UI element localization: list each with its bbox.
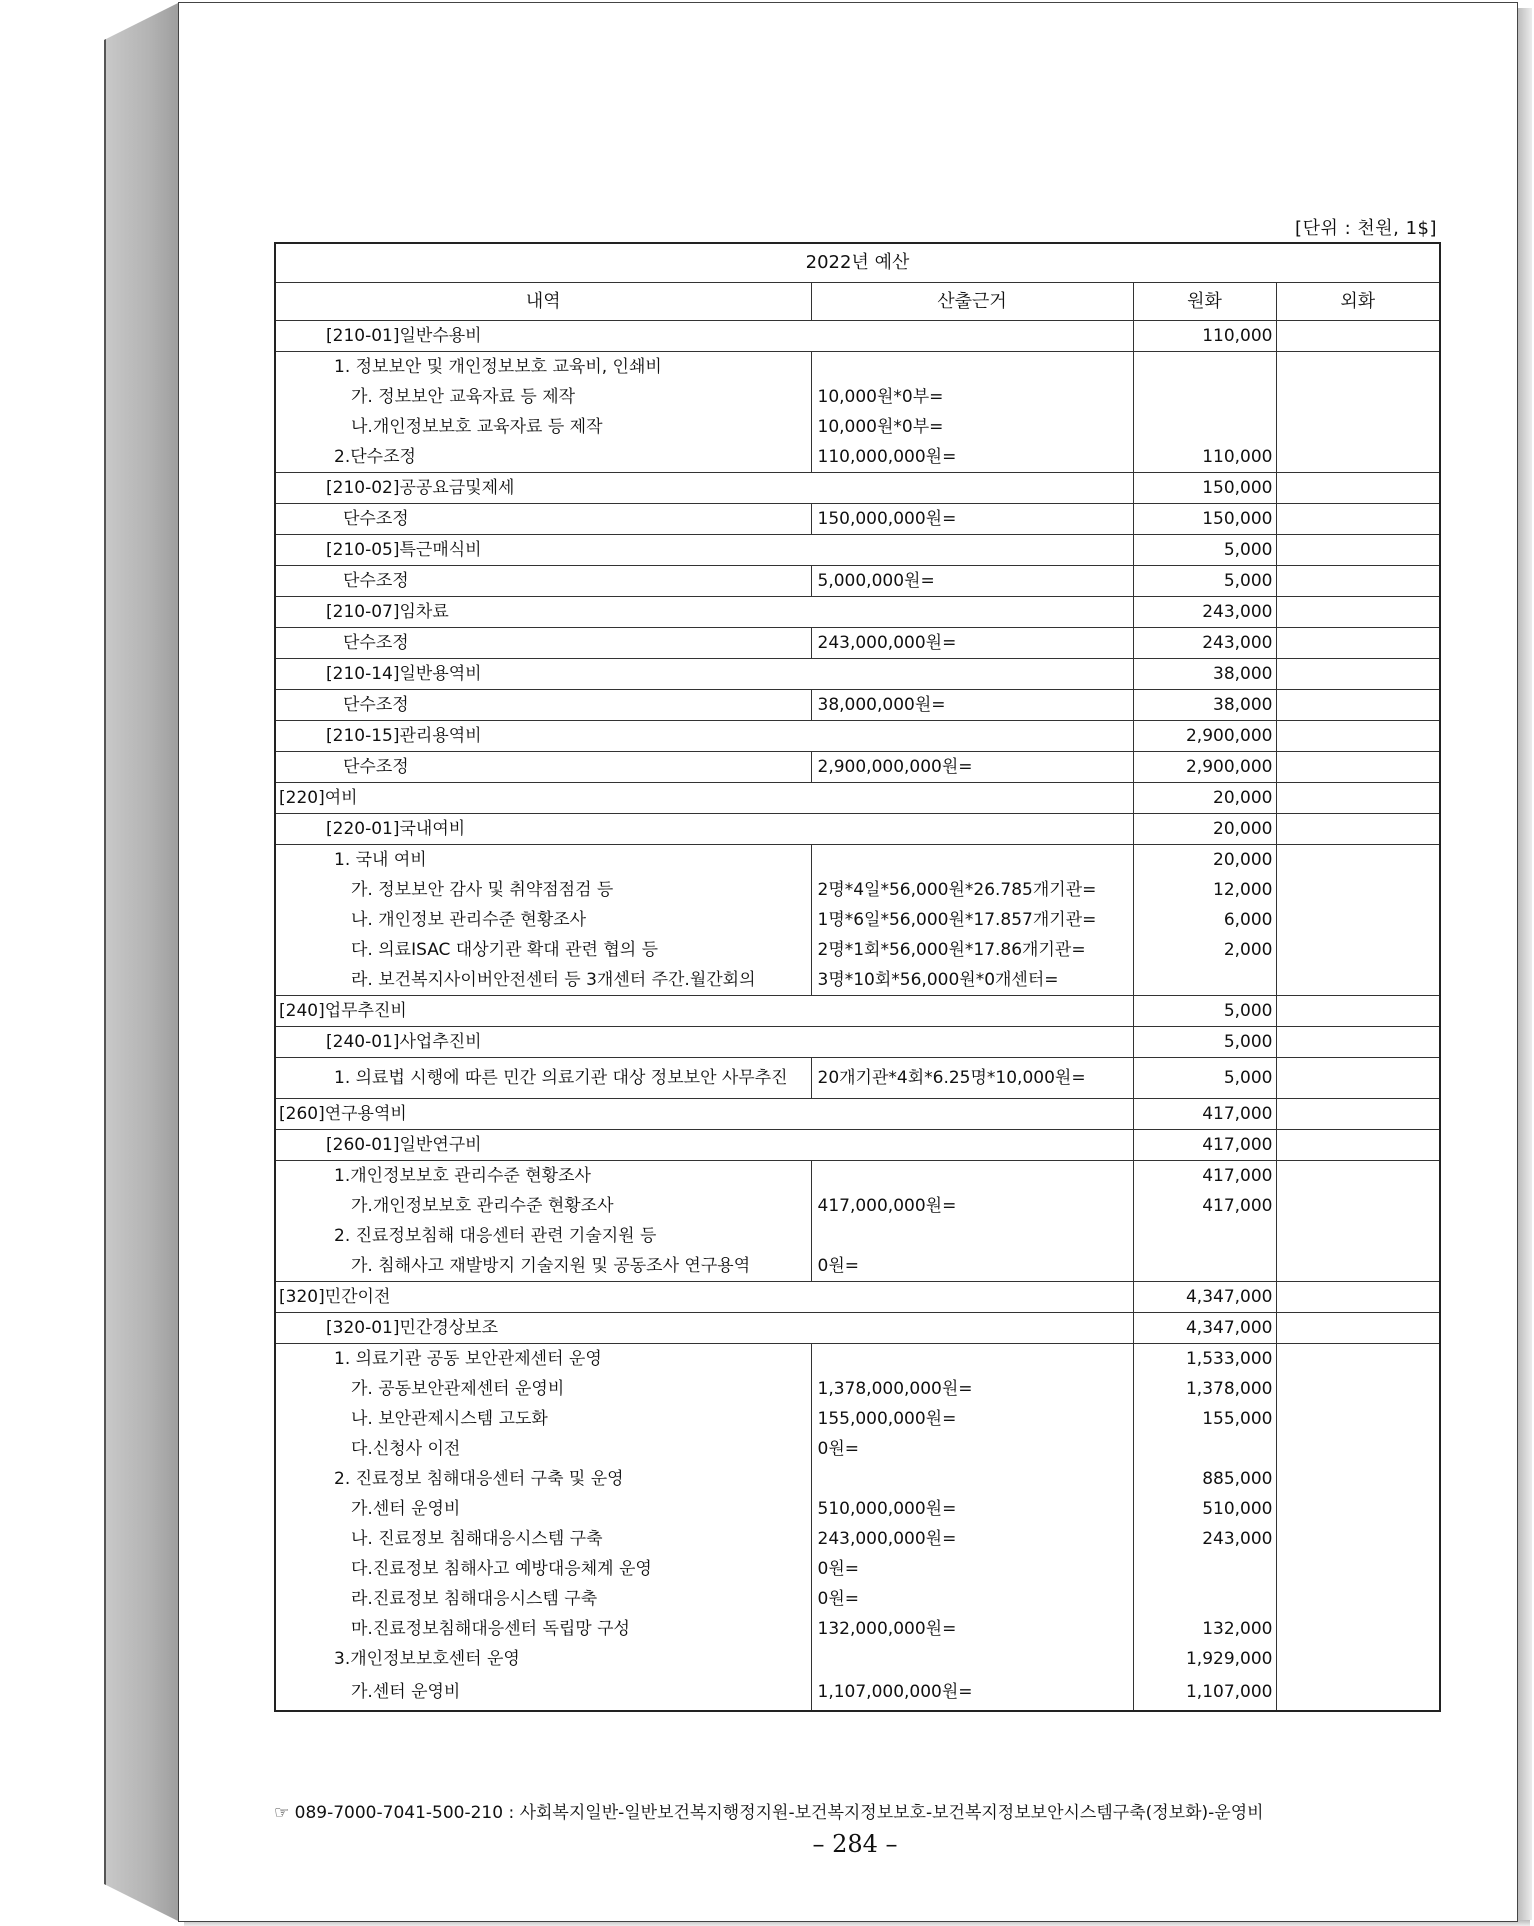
row-krw-amount: 4,347,000 <box>1133 1282 1276 1313</box>
row-krw-amount: 885,000 <box>1133 1464 1276 1494</box>
row-krw-amount: 20,000 <box>1133 783 1276 814</box>
row-item: 1.개인정보보호 관리수준 현황조사 <box>275 1161 811 1192</box>
table-row <box>275 566 1440 597</box>
row-foreign-amount <box>1276 1614 1440 1644</box>
row-basis <box>811 1344 1133 1375</box>
table-row <box>275 628 1440 659</box>
row-foreign-amount <box>1276 442 1440 473</box>
row-foreign-amount <box>1276 321 1440 352</box>
row-foreign-amount <box>1276 659 1440 690</box>
row-item: 2.단수조정 <box>275 442 811 473</box>
row-basis: 1명*6일*56,000원*17.857개기관= <box>811 905 1133 935</box>
row-foreign-amount <box>1276 1434 1440 1464</box>
row-item: 1. 정보보안 및 개인정보보호 교육비, 인쇄비 <box>275 352 811 383</box>
row-krw-amount: 2,900,000 <box>1133 752 1276 783</box>
row-item: 다.신청사 이전 <box>275 1434 811 1464</box>
row-basis <box>811 1221 1133 1251</box>
table-row <box>275 352 1440 383</box>
row-basis: 10,000원*0부= <box>811 382 1133 412</box>
column-header-item: 내역 <box>275 283 811 321</box>
row-krw-amount <box>1133 1251 1276 1282</box>
row-krw-amount: 2,000 <box>1133 935 1276 965</box>
row-krw-amount: 510,000 <box>1133 1494 1276 1524</box>
table-row <box>275 597 1440 628</box>
row-item: [210-14]일반용역비 <box>275 659 1133 690</box>
row-item: 가.센터 운영비 <box>275 1674 811 1711</box>
row-basis: 2명*1회*56,000원*17.86개기관= <box>811 935 1133 965</box>
table-row <box>275 905 1440 935</box>
row-item: 나. 보안관제시스템 고도화 <box>275 1404 811 1434</box>
row-item: 라.진료정보 침해대응시스템 구축 <box>275 1584 811 1614</box>
table-row <box>275 721 1440 752</box>
row-item: [260]연구용역비 <box>275 1099 1133 1130</box>
row-item: [210-01]일반수용비 <box>275 321 1133 352</box>
row-foreign-amount <box>1276 1584 1440 1614</box>
row-krw-amount: 5,000 <box>1133 566 1276 597</box>
row-foreign-amount <box>1276 352 1440 383</box>
row-foreign-amount <box>1276 721 1440 752</box>
row-item: [210-15]관리용역비 <box>275 721 1133 752</box>
table-row <box>275 412 1440 442</box>
table-row <box>275 965 1440 996</box>
table-row <box>275 1282 1440 1313</box>
row-item: 단수조정 <box>275 628 811 659</box>
row-foreign-amount <box>1276 690 1440 721</box>
row-foreign-amount <box>1276 752 1440 783</box>
row-basis: 0원= <box>811 1434 1133 1464</box>
table-row <box>275 996 1440 1027</box>
column-header-foreign: 외화 <box>1276 283 1440 321</box>
row-foreign-amount <box>1276 935 1440 965</box>
column-header-basis: 산출근거 <box>811 283 1133 321</box>
row-krw-amount: 20,000 <box>1133 814 1276 845</box>
row-basis: 155,000,000원= <box>811 1404 1133 1434</box>
table-row <box>275 1161 1440 1192</box>
row-foreign-amount <box>1276 1494 1440 1524</box>
row-item: 나.개인정보보호 교육자료 등 제작 <box>275 412 811 442</box>
row-krw-amount: 417,000 <box>1133 1161 1276 1192</box>
table-row <box>275 1554 1440 1584</box>
row-basis: 510,000,000원= <box>811 1494 1133 1524</box>
table-row <box>275 382 1440 412</box>
table-row <box>275 845 1440 876</box>
table-row <box>275 1251 1440 1282</box>
row-basis: 38,000,000원= <box>811 690 1133 721</box>
row-foreign-amount <box>1276 875 1440 905</box>
row-foreign-amount <box>1276 1464 1440 1494</box>
row-foreign-amount <box>1276 628 1440 659</box>
row-item: 나. 개인정보 관리수준 현황조사 <box>275 905 811 935</box>
row-krw-amount: 38,000 <box>1133 690 1276 721</box>
row-item: 다.진료정보 침해사고 예방대응체계 운영 <box>275 1554 811 1584</box>
budget-table <box>274 242 1441 1712</box>
row-item: 2. 진료정보침해 대응센터 관련 기술지원 등 <box>275 1221 811 1251</box>
table-row <box>275 1344 1440 1375</box>
budget-rows <box>275 321 1440 1712</box>
table-row <box>275 504 1440 535</box>
row-foreign-amount <box>1276 1221 1440 1251</box>
row-krw-amount: 1,929,000 <box>1133 1644 1276 1674</box>
row-krw-amount: 5,000 <box>1133 996 1276 1027</box>
row-foreign-amount <box>1276 1644 1440 1674</box>
row-item: [210-02]공공요금및제세 <box>275 473 1133 504</box>
row-krw-amount: 2,900,000 <box>1133 721 1276 752</box>
row-krw-amount: 243,000 <box>1133 1524 1276 1554</box>
row-foreign-amount <box>1276 535 1440 566</box>
table-row <box>275 1524 1440 1554</box>
table-row <box>275 1058 1440 1099</box>
row-item: [240-01]사업추진비 <box>275 1027 1133 1058</box>
table-row <box>275 1404 1440 1434</box>
table-row <box>275 1374 1440 1404</box>
table-row <box>275 690 1440 721</box>
row-krw-amount: 417,000 <box>1133 1130 1276 1161</box>
row-krw-amount <box>1133 965 1276 996</box>
table-row <box>275 1099 1440 1130</box>
table-row <box>275 783 1440 814</box>
row-basis: 3명*10회*56,000원*0개센터= <box>811 965 1133 996</box>
row-item: 가.센터 운영비 <box>275 1494 811 1524</box>
row-foreign-amount <box>1276 1251 1440 1282</box>
row-basis: 20개기관*4회*6.25명*10,000원= <box>811 1058 1133 1099</box>
row-krw-amount: 417,000 <box>1133 1099 1276 1130</box>
row-krw-amount <box>1133 352 1276 383</box>
table-row <box>275 473 1440 504</box>
row-foreign-amount <box>1276 845 1440 876</box>
row-krw-amount: 20,000 <box>1133 845 1276 876</box>
row-foreign-amount <box>1276 1027 1440 1058</box>
table-row <box>275 1464 1440 1494</box>
row-krw-amount <box>1133 1554 1276 1584</box>
row-foreign-amount <box>1276 382 1440 412</box>
row-krw-amount <box>1133 1221 1276 1251</box>
row-basis: 110,000,000원= <box>811 442 1133 473</box>
row-item: [320-01]민간경상보조 <box>275 1313 1133 1344</box>
row-basis: 10,000원*0부= <box>811 412 1133 442</box>
row-item: 1. 의료법 시행에 따른 민간 의료기관 대상 정보보안 사무추진 <box>275 1058 811 1099</box>
table-row <box>275 935 1440 965</box>
row-foreign-amount <box>1276 473 1440 504</box>
row-foreign-amount <box>1276 1191 1440 1221</box>
row-foreign-amount <box>1276 814 1440 845</box>
row-basis <box>811 1464 1133 1494</box>
table-row <box>275 1191 1440 1221</box>
row-foreign-amount <box>1276 597 1440 628</box>
page-shadow-right <box>1518 8 1532 1920</box>
row-foreign-amount <box>1276 1161 1440 1192</box>
table-row <box>275 1027 1440 1058</box>
row-foreign-amount <box>1276 412 1440 442</box>
row-krw-amount: 1,378,000 <box>1133 1374 1276 1404</box>
row-item: 다. 의료ISAC 대상기관 확대 관련 협의 등 <box>275 935 811 965</box>
row-krw-amount: 4,347,000 <box>1133 1313 1276 1344</box>
row-krw-amount: 12,000 <box>1133 875 1276 905</box>
row-basis: 2명*4일*56,000원*26.785개기관= <box>811 875 1133 905</box>
row-krw-amount: 243,000 <box>1133 597 1276 628</box>
row-item: [260-01]일반연구비 <box>275 1130 1133 1161</box>
row-foreign-amount <box>1276 566 1440 597</box>
row-foreign-amount <box>1276 1282 1440 1313</box>
row-item: 마.진료정보침해대응센터 독립망 구성 <box>275 1614 811 1644</box>
row-basis: 243,000,000원= <box>811 628 1133 659</box>
row-item: [210-07]임차료 <box>275 597 1133 628</box>
row-foreign-amount <box>1276 996 1440 1027</box>
row-item: [220-01]국내여비 <box>275 814 1133 845</box>
row-item: [210-05]특근매식비 <box>275 535 1133 566</box>
row-krw-amount <box>1133 1434 1276 1464</box>
row-basis <box>811 1161 1133 1192</box>
row-item: 단수조정 <box>275 752 811 783</box>
table-row <box>275 535 1440 566</box>
row-item: 가. 침해사고 재발방지 기술지원 및 공동조사 연구용역 <box>275 1251 811 1282</box>
row-basis: 417,000,000원= <box>811 1191 1133 1221</box>
row-item: 3.개인정보보호센터 운영 <box>275 1644 811 1674</box>
table-row <box>275 321 1440 352</box>
year-header: 2022년 예산 <box>275 243 1440 283</box>
table-row <box>275 1674 1440 1711</box>
row-krw-amount: 417,000 <box>1133 1191 1276 1221</box>
row-item: [320]민간이전 <box>275 1282 1133 1313</box>
row-item: 1. 의료기관 공동 보안관제센터 운영 <box>275 1344 811 1375</box>
table-row <box>275 752 1440 783</box>
row-item: 단수조정 <box>275 690 811 721</box>
row-foreign-amount <box>1276 504 1440 535</box>
row-foreign-amount <box>1276 1404 1440 1434</box>
table-row <box>275 875 1440 905</box>
row-item: 단수조정 <box>275 566 811 597</box>
table-row <box>275 1313 1440 1344</box>
page-number: – 284 – <box>812 1830 898 1858</box>
row-krw-amount <box>1133 382 1276 412</box>
unit-label: [단위 : 천원, 1$] <box>1295 218 1437 239</box>
row-krw-amount: 110,000 <box>1133 442 1276 473</box>
row-basis: 5,000,000원= <box>811 566 1133 597</box>
table-row <box>275 1221 1440 1251</box>
row-krw-amount: 132,000 <box>1133 1614 1276 1644</box>
row-foreign-amount <box>1276 905 1440 935</box>
row-basis <box>811 845 1133 876</box>
row-item: 가. 정보보안 감사 및 취약점점검 등 <box>275 875 811 905</box>
row-krw-amount: 5,000 <box>1133 1058 1276 1099</box>
row-item: [240]업무추진비 <box>275 996 1133 1027</box>
column-header-krw: 원화 <box>1133 283 1276 321</box>
budget-code-footnote: ☞ 089-7000-7041-500-210 : 사회복지일반-일반보건복지행정지원-보건복지정보보호-보건복지정보보안시스템구축(정보화)-운영비 <box>274 1803 1264 1823</box>
table-row <box>275 1614 1440 1644</box>
row-foreign-amount <box>1276 1524 1440 1554</box>
table-row <box>275 1494 1440 1524</box>
row-basis: 132,000,000원= <box>811 1614 1133 1644</box>
row-basis: 243,000,000원= <box>811 1524 1133 1554</box>
row-foreign-amount <box>1276 1313 1440 1344</box>
row-foreign-amount <box>1276 965 1440 996</box>
row-foreign-amount <box>1276 1099 1440 1130</box>
row-basis <box>811 352 1133 383</box>
row-foreign-amount <box>1276 1674 1440 1711</box>
row-foreign-amount <box>1276 783 1440 814</box>
table-row <box>275 1130 1440 1161</box>
table-row <box>275 814 1440 845</box>
row-krw-amount: 6,000 <box>1133 905 1276 935</box>
row-krw-amount: 243,000 <box>1133 628 1276 659</box>
row-krw-amount: 38,000 <box>1133 659 1276 690</box>
row-basis: 150,000,000원= <box>811 504 1133 535</box>
book-spine-edge <box>104 2 180 1922</box>
table-row <box>275 1584 1440 1614</box>
row-basis: 1,107,000,000원= <box>811 1674 1133 1711</box>
row-krw-amount <box>1133 412 1276 442</box>
row-item: 가. 공동보안관제센터 운영비 <box>275 1374 811 1404</box>
table-row <box>275 1434 1440 1464</box>
row-krw-amount: 110,000 <box>1133 321 1276 352</box>
row-foreign-amount <box>1276 1130 1440 1161</box>
row-krw-amount: 155,000 <box>1133 1404 1276 1434</box>
row-item: 가.개인정보보호 관리수준 현황조사 <box>275 1191 811 1221</box>
row-krw-amount: 150,000 <box>1133 473 1276 504</box>
row-basis <box>811 1644 1133 1674</box>
row-item: 단수조정 <box>275 504 811 535</box>
row-krw-amount: 150,000 <box>1133 504 1276 535</box>
row-item: 가. 정보보안 교육자료 등 제작 <box>275 382 811 412</box>
row-item: 라. 보건복지사이버안전센터 등 3개센터 주간.월간회의 <box>275 965 811 996</box>
row-basis: 0원= <box>811 1251 1133 1282</box>
row-foreign-amount <box>1276 1058 1440 1099</box>
row-krw-amount: 1,107,000 <box>1133 1674 1276 1711</box>
row-item: 1. 국내 여비 <box>275 845 811 876</box>
row-krw-amount: 5,000 <box>1133 535 1276 566</box>
row-basis: 0원= <box>811 1584 1133 1614</box>
row-item: 나. 진료정보 침해대응시스템 구축 <box>275 1524 811 1554</box>
table-row <box>275 659 1440 690</box>
row-basis: 1,378,000,000원= <box>811 1374 1133 1404</box>
table-row <box>275 442 1440 473</box>
row-krw-amount: 1,533,000 <box>1133 1344 1276 1375</box>
row-foreign-amount <box>1276 1374 1440 1404</box>
table-row <box>275 1644 1440 1674</box>
row-item: 2. 진료정보 침해대응센터 구축 및 운영 <box>275 1464 811 1494</box>
row-foreign-amount <box>1276 1344 1440 1375</box>
row-item: [220]여비 <box>275 783 1133 814</box>
row-krw-amount <box>1133 1584 1276 1614</box>
row-foreign-amount <box>1276 1554 1440 1584</box>
row-krw-amount: 5,000 <box>1133 1027 1276 1058</box>
row-basis: 0원= <box>811 1554 1133 1584</box>
row-basis: 2,900,000,000원= <box>811 752 1133 783</box>
